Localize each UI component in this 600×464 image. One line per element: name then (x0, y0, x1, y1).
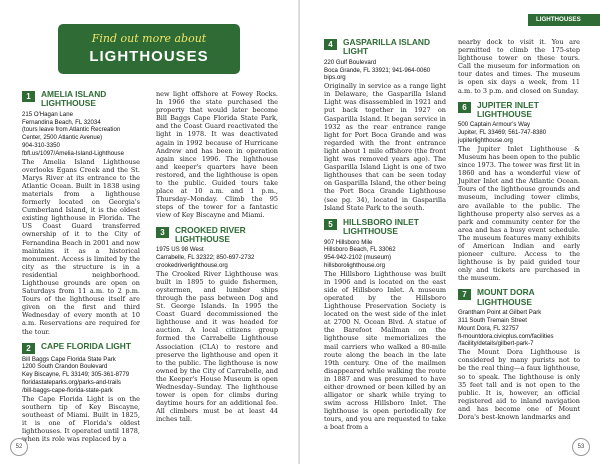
entry-title: JUPITER INLET LIGHTHOUSE (477, 99, 539, 120)
entry-body: The Mount Dora Lighthouse is considered by many purists not to be the real thing—a faux lighthouse, so to speak. The lighthouse is only 35 feet tall and is not open to the public. It is, however, an official registered aid to inland navigation and has become one of Mount Dora's best-known landmarks and (458, 348, 580, 421)
entry-mount-dora (458, 288, 580, 421)
entry-crooked-river (156, 226, 278, 424)
entry-heading (22, 90, 140, 109)
info-line: 500 Captain Armour's Way (458, 121, 531, 129)
entry-title: GASPARILLA ISLAND LIGHT (343, 37, 431, 57)
info-link[interactable]: jupiterlighthouse.org (458, 137, 513, 145)
info-link[interactable]: fbfl.us/1097/Amelia-Island-Lighthouse (22, 149, 124, 157)
entry-body: Originally in service as a range light in Delaware, the Gasparilla Island Light was disassembled in 1921 and put back together in 1927 on Gasparilla Island. It began service in 1932 as the rear entrance range light for Port Boca Grande and was regarded with the front entrance light about 1 mile offshore (the front light was removed years ago). The Gasparilla Island Light is one of two lighthouses that can be seen today on Gasparilla Island, the other being the Port Boca Grande Lighthouse (see pg. 34), located in Gasparilla Island State Park to the south. (324, 82, 446, 212)
entry-body: The Cape Florida Light is on the southern tip of Key Biscayne, southeast of Miami. Built in 1825, it is one of Florida's oldest lighthouses. It operated until 1878, when its role was replaced by a (22, 394, 140, 444)
entry-heading (324, 218, 446, 237)
info-line: Hillsboro Beach, FL 33062 (324, 246, 396, 254)
banner-title: LIGHTHOUSES (89, 48, 209, 65)
info-line: 907 Hillsboro Mile (324, 238, 373, 246)
info-line: Carrabelle, FL 32322; 850-697-2732 (156, 254, 255, 262)
info-line: Mount Dora, FL 32757 (458, 324, 519, 332)
entry-info (458, 121, 580, 144)
info-line: Center, 2500 Atlantic Avenue) (22, 134, 103, 142)
info-line: 1975 US 98 West (156, 246, 204, 254)
left-column-1 (22, 90, 140, 443)
info-line: Grantham Point at Gilbert Park (458, 309, 542, 317)
info-link[interactable]: bips.org (324, 74, 346, 82)
info-line: Bill Baggs Cape Florida State Park (22, 355, 116, 363)
entry-hillsboro (324, 218, 446, 432)
info-link[interactable]: /bill-baggs-cape-florida-state-park (22, 386, 113, 394)
entry-number: 1 (22, 91, 35, 102)
entry-info (22, 356, 140, 395)
section-banner (58, 24, 240, 74)
info-line: 215 O'Hagan Lane (22, 110, 73, 118)
entry-body: The Crooked River Lighthouse was built in 1895 to guide fishermen, oystermen, and lumber ships through the pass between Dog and St. George Islands. In 1995 the Coast Guard decommissioned the lighthouse and it was headed for auction. A local citizens group formed the Carrabelle Lighthouse Association (CLA) to restore and preserve the lighthouse and open it to the public. The lighthouse is now owned by the City of Carrabelle, and the Keeper's House Museum is open Wednesday–Sunday. The lighthouse tower is open for climbs during daytime hours for an additional fee. All climbers must be at least 44 inches tall. (156, 269, 278, 424)
entry-body-continued: nearby dock to visit it. You are permitted to climb the 175-step lighthouse tower on these tours. Call the museum for information on tour dates and times. The museum is open six days a week, from 11 a.m. to 3 p.m. and closed on Sunday. (458, 38, 580, 95)
page-number: 52 (10, 438, 28, 456)
entry-heading (458, 101, 580, 120)
entry-body-continued: new light offshore at Fowey Rocks. In 1966 the state purchased the property that would later become Bill Baggs Cape Florida State Park, and the Coast Guard reactivated the light in 1978. It was deactivated again in 1992 because of Hurricane Andrew and has been in operation again since 1996. The lighthouse and keeper's quarters have been restored, and the lighthouse is open to the public. Guided tours take place at 10 a.m. and 1 p.m., Thursday–Monday. Climb the 95 steps of the tower for a fantastic view of Key Biscayne and Miami. (156, 90, 278, 220)
info-line: 220 Gulf Boulevard (324, 58, 377, 66)
info-line: Boca Grande, FL 33921; 941-964-0060 (324, 66, 431, 74)
info-line: 954-942-2102 (museum) (324, 254, 392, 262)
entry-info (22, 111, 140, 158)
banner-kicker: Find out more about (91, 32, 207, 45)
right-page (300, 0, 600, 464)
entry-gasparilla (324, 38, 446, 212)
info-link[interactable]: hillsborolighthouse.org (324, 261, 385, 269)
entry-number: 4 (324, 39, 337, 50)
info-link[interactable]: floridastateparks.org/parks-and-trails (22, 379, 121, 387)
entry-heading (324, 38, 446, 57)
info-line: Fernandina Beach, FL 32034 (22, 118, 101, 126)
info-line: Key Biscayne, FL 33149; 305-361-8779 (22, 371, 130, 379)
entry-number: 6 (458, 102, 471, 113)
entry-amelia-island (22, 90, 140, 336)
entry-heading (22, 342, 140, 354)
info-link[interactable]: crookedriverlighthouse.org (156, 261, 228, 269)
entry-body: The Hillsboro Lighthouse was built in 1906 and is located on the east side of Hillsboro Inlet. A museum operated by the Hillsboro Lighthouse Preservation Society is located on the west side of the inlet at 2700 N. Ocean Blvd. A statue of the Barefoot Mailman on the lighthouse site memorializes the mail carriers who walked a 80-mile route along the beach in the late 19th century. One of the mailmen disappeared while walking the route in 1887 and was presumed to have either drowned or been killed by an alligator or shark while trying to swim across Hillsboro Inlet. The lighthouse is open periodically for tours, and you are requested to take a boat from a (324, 269, 446, 432)
entry-title: CAPE FLORIDA LIGHT (41, 340, 131, 351)
info-line: Jupiter, FL 33469; 561-747-8380 (458, 129, 547, 137)
entry-body: The Jupiter Inlet Lighthouse & Museum has been open to the public since 1973. The tower was first lit in 1860 and has a wonderful view of Jupiter Inlet and the Atlantic Ocean. Tours of the lighthouse grounds and museum, including tower climbs, are available to the public. The lighthouse property also serves as a park and community center for the area and has a busy event schedule. The museum features many exhibits of American Indian and early pioneer culture. Access to the lighthouse is by paid guided tour only and tickets are purchased in the museum. (458, 144, 580, 283)
entry-info (324, 239, 446, 270)
entry-number: 7 (458, 289, 471, 300)
entry-number: 5 (324, 219, 337, 230)
info-line: 311 South Tremain Street (458, 317, 527, 325)
info-line: 904-310-3350 (22, 142, 60, 149)
entry-number: 3 (156, 227, 169, 238)
entry-title: CROOKED RIVER LIGHTHOUSE (175, 224, 246, 244)
info-link[interactable]: fl-mountdora.civicplus.com/facilities (458, 332, 554, 340)
entry-title: MOUNT DORA LIGHTHOUSE (477, 287, 535, 307)
info-link[interactable]: /facility/details/gilbert-park-7 (458, 340, 534, 348)
entry-heading (156, 226, 278, 245)
entry-info (156, 246, 278, 269)
info-line: (tours leave from Atlantic Recreation (22, 126, 121, 134)
entry-heading (458, 288, 580, 307)
section-tab: LIGHTHOUSES (528, 14, 600, 26)
entry-title: HILLSBORO INLET LIGHTHOUSE (343, 216, 419, 237)
entry-title: AMELIA ISLAND LIGHTHOUSE (41, 89, 107, 109)
left-column-2 (156, 90, 278, 423)
entry-cape-florida (22, 342, 140, 444)
entry-jupiter-inlet (458, 101, 580, 283)
entry-body: The Amelia Island Lighthouse overlooks Egans Creek and the St. Marys River at its entrance to the Atlantic Ocean. Built in 1838 using materials from a lighthouse formerly located on Georgia's Cumberland Island, it is the oldest existing lighthouse in Florida. The US Coast Guard transferred ownership of it to the City of Fernandina Beach in 2001 and now maintains it as a historical monument. Access is limited by the city as the structure is in a residential neighborhood. Lighthouse grounds are open on Saturdays from 11 a.m. to 2 p.m. Tours of the lighthouse itself are given on the first and third Wednesday of every month at 10 a.m. Reservations are required for the tour. (22, 157, 140, 336)
entry-info (324, 59, 446, 82)
entry-info (458, 309, 580, 348)
entry-number: 2 (22, 343, 35, 354)
info-line: 1200 South Crandon Boulevard (22, 363, 108, 371)
right-column-1 (324, 38, 446, 432)
page-number: 53 (572, 438, 590, 456)
right-column-2 (458, 38, 580, 421)
